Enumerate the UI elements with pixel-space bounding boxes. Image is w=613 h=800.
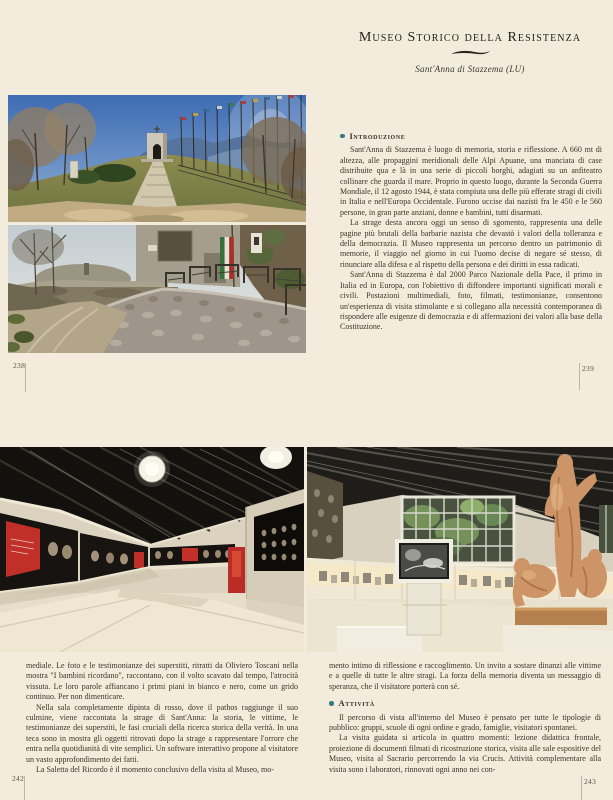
body-paragraph: Il percorso di vista all'interno del Museo è pensato per tutte le tipologie di pubblico: gruppi, scuole di ogni ordine e grado, famiglie, visitatori spontanei. [329, 712, 601, 733]
section-heading-attivita [329, 698, 601, 708]
page-title: Museo Storico della Resistenza [358, 30, 582, 45]
intro-paragraph: Sant'Anna di Stazzema è dal 2000 Parco Nazionale della Pace, il primo in Italia ed in Europa, con l'obiettivo di diffondere importanti significati morali e civili. Postazioni multimediali, foto, filmati, testimonianze, consentono un'esperienza di visita stimolante e si collegano alla necessità contemporanea di rispondere alle esigenze di democrazia e di affermazioni dei valori alla base della Costituzione. [340, 270, 602, 332]
swash-ornament-icon [447, 48, 493, 57]
page-subtitle: Sant'Anna di Stazzema (LU) [415, 64, 525, 74]
intro-paragraph: Sant'Anna di Stazzema è luogo di memoria, storia e riflessione. A 660 mt di altezza, alle propaggini meridionali delle Alpi Apuane, una manciata di case distribuite qua e là in una serie di piccoli borghi, adagiati su un anfiteatro collinare che guarda il mare. Proprio in questo luogo, durante la Seconda Guerra Mondiale, il 12 agosto 1944, è stata compiuta una delle più efferate stragi di civili in Italia e nell'Europa Occidentale. Furono uccise dai nazisti fra le 450 e le 560 persone, in gran parte anziani, donne e bambini, tutti disarmati. [340, 145, 603, 217]
photo-sacrario-monument [8, 95, 306, 222]
folio-rule [579, 363, 580, 390]
photo-via-crucis-path [8, 225, 306, 353]
page-number-242: 242 [12, 774, 25, 783]
chapter-header [336, 30, 604, 74]
page-number-243: 243 [584, 777, 597, 786]
section-heading-introduzione [340, 131, 602, 141]
page-number-239: 239 [582, 364, 595, 373]
section-heading-label: Introduzione [349, 131, 406, 141]
photo-museum-portrait-hall [0, 447, 304, 652]
folio-rule [24, 776, 25, 800]
folio-rule [25, 363, 26, 392]
body-paragraph: mento intimo di riflessione e raccoglimento. Un invito a sostare dinanzi alle vittime e a quelle di tutte le altre stragi. La forza della memoria diventa un messaggio di speranza, che il visitatore porterà con sé. [329, 661, 601, 691]
body-paragraph: mediale. Le foto e le testimonianze dei superstiti, ritratti da Oliviero Toscani nella mostra "I bambini ricordano", raccontano, con il volto scavato dal tempo, l'atrocità vissuta. Le loro parole affiancano i primi piani in bianco e nero, come un grido continuo. Per non dimenticare. [26, 661, 298, 702]
section-heading-label: Attività [338, 698, 375, 709]
folio-rule [581, 776, 582, 800]
body-paragraph: La Saletta del Ricordo è il momento conclusivo della visita al Museo, mo- [36, 765, 274, 775]
intro-paragraph: La strage desta ancora oggi un senso di sgomento, rappresenta una delle pagine più brutali della barbarie nazista che devastò i valori della tolleranza e della democrazia. Il Museo rappresenta un percorso dentro un patrimonio di memorie, il viaggio nel giorno in cui l'uomo decise di negare sé stesso, di rinunciare alla difesa e al rispetto della persona e dei diritti in essa radicati. [340, 218, 602, 269]
section-bullet-icon [340, 134, 345, 139]
photo-museum-sculpture-hall [307, 447, 613, 652]
body-paragraph: La visita guidata si articola in quattro momenti: lezione didattica frontale, proiezione di documenti filmati di ricostruzione storica, visita alle sale espositive del Museo, visita al Sacrario percorrendo la via Crucis. Attività complementare alla visita sono i laboratori, rinnovati ogni anno nei con- [329, 733, 601, 774]
bottom-left-column [26, 661, 298, 775]
section-bullet-icon [329, 701, 334, 706]
body-paragraph: Nella sala completamente dipinta di rosso, dove il pathos raggiunge il suo culmine, viene raccontata la strage di Sant'Anna: la storia, le vittime, le testimonianze dei superstiti, le fasi cruciali della ricerca storica della verità. In una teca sono in mostra gli oggetti ritrovati dopo la strage a rappresentare l'orrore che entra nella quotidianità di vite semplici. Un software interattivo propone al visitatore un vasto approfondimento dei fatti. [26, 702, 298, 764]
intro-column [340, 131, 602, 333]
bottom-right-column [329, 661, 601, 775]
page-number-238: 238 [13, 361, 26, 370]
